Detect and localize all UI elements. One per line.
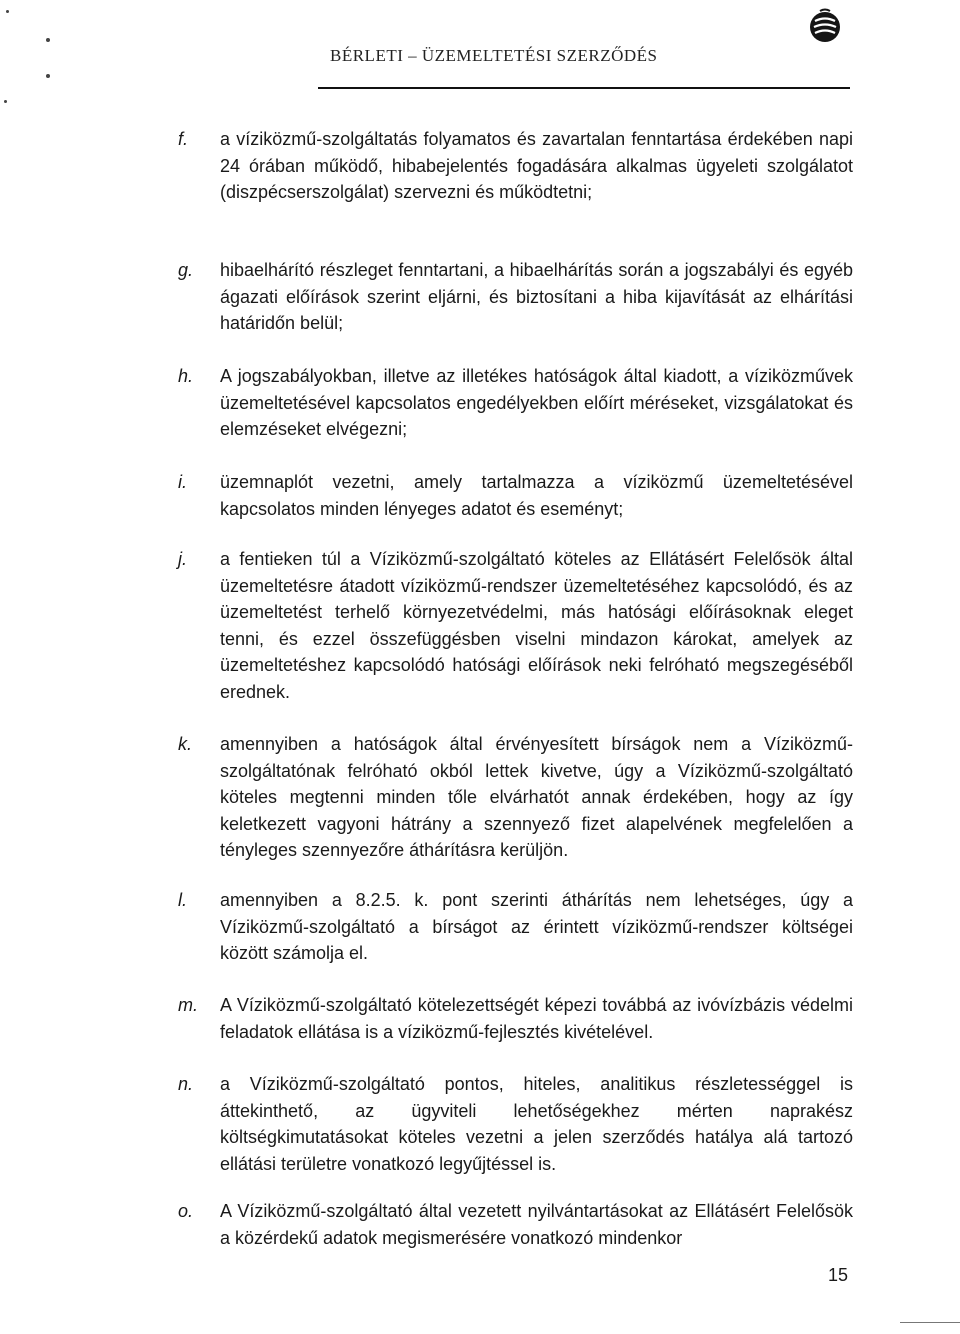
page-number: 15 [828, 1265, 849, 1285]
list-item-j [178, 546, 853, 705]
list-item-k [178, 731, 853, 864]
seal-logo-icon [806, 6, 844, 44]
document-header-title: BÉRLETI – ÜZEMELTETÉSI SZERZŐDÉS [330, 46, 658, 65]
item-text: a fentieken túl a Víziközmű-szolgáltató köteles az Ellátásért Felelősök által üzemeltetésre átadott víziközmű-rendszer üzemeltetéséhez kapcsolódó, és az üzemeltetést terhelő környezetvédelmi, más hatósági előírásoknak eleget tenni, és ezzel összefüggésben viselni mindazon károkat, amelyek az üzemeltetéshez kapcsolódó hatósági előírások neki felróható megszegéséből erednek. [220, 549, 853, 702]
scan-mark [46, 38, 50, 42]
item-letter: m. [178, 995, 198, 1015]
item-text: A Víziközmű-szolgáltató által vezetett nyilvántartásokat az Ellátásért Felelősök a közérdekű adatok megismerésére vonatkozó mindenkor [220, 1201, 853, 1248]
list-item-i [178, 469, 853, 522]
item-text: amennyiben a 8.2.5. k. pont szerinti áthárítás nem lehetséges, úgy a Víziközmű-szolgáltató a bírságot az érintett víziközmű-rendszer költségei között számolja el. [220, 890, 853, 963]
item-letter: f. [178, 129, 189, 149]
list-item-l [178, 887, 853, 967]
item-text: a Víziközmű-szolgáltató pontos, hiteles, analitikus részletességgel is áttekinthető, az ügyviteli lehetőségekhez mérten naprakész költségkimutatásokat köteles vezetni a jelen szerződés hatálya alá tartozó ellátási területre vonatkozó legyűjtéssel is. [220, 1074, 853, 1174]
list-item-m [178, 992, 853, 1045]
item-text: üzemnaplót vezetni, amely tartalmazza a víziközmű üzemeltetésével kapcsolatos minden lényeges adatot és eseményt; [220, 472, 853, 519]
list-item-o [178, 1198, 853, 1251]
scan-mark [6, 10, 9, 13]
list-item-n [178, 1071, 853, 1177]
item-letter: k. [178, 734, 193, 754]
item-letter: i. [178, 472, 187, 492]
footer-rule [900, 1322, 960, 1323]
scan-mark [46, 74, 50, 78]
item-text: A Víziközmű-szolgáltató kötelezettségét képezi továbbá az ivóvízbázis védelmi feladatok ellátása is a víziközmű-fejlesztés kivételével. [220, 995, 853, 1042]
item-letter: h. [178, 366, 194, 386]
item-letter: j. [178, 549, 187, 569]
item-text: hibaelhárító részleget fenntartani, a hibaelhárítás során a jogszabályi és egyéb ágazati előírások szerint eljárni, és biztosítani a hiba kijavítását az elhárítási határidőn belül; [220, 260, 853, 333]
list-item-g [178, 257, 853, 337]
item-letter: o. [178, 1201, 194, 1221]
list-item-f [178, 126, 853, 206]
list-item-h [178, 363, 853, 443]
scan-mark [4, 100, 7, 103]
header-rule [318, 87, 850, 89]
item-letter: n. [178, 1074, 194, 1094]
item-text: amennyiben a hatóságok által érvényesített bírságok nem a Víziközmű-szolgáltatónak felróható okból lettek kivetve, úgy a Víziközmű-szolgáltató köteles megtenni minden tőle elvárhatót annak érdekében, hogy az így keletkezett vagyoni hátrány a szennyező fizet alapelvének megfelelően a tényleges szennyezőre áthárításra kerüljön. [220, 734, 853, 860]
item-text: A jogszabályokban, illetve az illetékes hatóságok által kiadott, a víziközművek üzemeltetésével kapcsolatos engedélyekben előírt méréseket, vizsgálatokat és elemzéseket elvégezni; [220, 366, 853, 439]
item-text: a víziközmű-szolgáltatás folyamatos és zavartalan fenntartása érdekében napi 24 órában működő, hibabejelentés fogadására alkalmas ügyeleti szolgálatot (diszpécserszolgálat) szervezni és működtetni; [220, 129, 853, 202]
item-letter: g. [178, 260, 194, 280]
item-letter: l. [178, 890, 187, 910]
